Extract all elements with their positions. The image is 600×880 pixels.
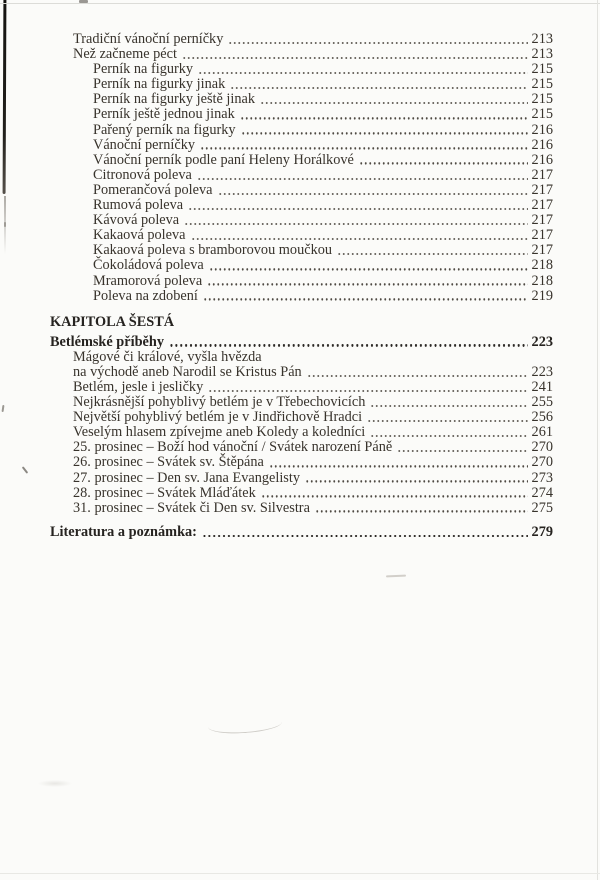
scan-margin-comma-mark xyxy=(22,466,29,474)
dotted-leader xyxy=(169,344,528,346)
toc-row xyxy=(50,258,553,273)
dotted-leader xyxy=(337,253,528,255)
toc-row xyxy=(50,471,553,486)
toc-entry-label: KAPITOLA ŠESTÁ xyxy=(50,313,175,330)
toc-page-number: 275 xyxy=(531,499,553,516)
toc-row xyxy=(50,77,553,92)
scan-edge-left-line xyxy=(3,0,7,194)
toc-row xyxy=(50,62,553,77)
toc-row xyxy=(50,153,553,168)
toc-entry-label: Rumová poleva xyxy=(93,197,184,214)
toc-row xyxy=(50,47,553,62)
toc-entry-label: 26. prosinec – Svátek sv. Štěpána xyxy=(73,454,264,471)
dotted-leader xyxy=(315,510,528,512)
toc-entry-label: Tradiční vánoční perníčky xyxy=(73,31,224,47)
toc-entry-label: Vánoční perník podle paní Heleny Horálkové xyxy=(93,151,354,168)
toc-page-number: 270 xyxy=(531,454,553,471)
dotted-leader xyxy=(307,375,528,377)
toc-entry-label: Perník na figurky ještě jinak xyxy=(93,91,255,108)
dotted-leader xyxy=(359,162,528,164)
toc-entry-label: 27. prosinec – Den sv. Jana Evangelisty xyxy=(73,469,300,486)
toc-page-number: 216 xyxy=(531,121,553,138)
dotted-leader xyxy=(397,450,527,452)
toc-entry-label: 31. prosinec – Svátek či Den sv. Silvestra xyxy=(73,499,310,516)
toc-row xyxy=(50,455,553,470)
toc-entry-label: Než začneme péct xyxy=(73,46,177,63)
toc-page-number: 223 xyxy=(531,363,553,380)
scan-bottom-smudge xyxy=(38,780,72,787)
toc-entry-label: Perník na figurky jinak xyxy=(93,76,226,93)
toc-page-number: 261 xyxy=(531,424,553,441)
scan-margin-tick-mark xyxy=(2,405,5,412)
toc-page-number: 217 xyxy=(531,181,553,198)
toc-entry-label: Poleva na zdobení xyxy=(93,287,198,304)
toc-row xyxy=(50,395,553,410)
dotted-leader xyxy=(191,238,528,240)
toc-entry-label: Perník na figurky xyxy=(93,61,194,78)
dotted-leader xyxy=(200,147,528,149)
toc-page-number: 215 xyxy=(531,76,553,93)
toc-entry-label: Největší pohyblivý betlém je v Jindřichově Hradci xyxy=(73,409,363,426)
dotted-leader xyxy=(305,480,528,482)
toc-section xyxy=(50,315,553,516)
toc-page-number: 217 xyxy=(531,227,553,244)
toc-page-number: 217 xyxy=(531,212,553,229)
toc-page-number: 218 xyxy=(531,272,553,289)
toc-row xyxy=(50,425,553,440)
toc-page-number: 213 xyxy=(531,46,553,63)
toc-entry-label: Betlém, jesle i jesličky xyxy=(73,378,204,395)
toc-page-number: 215 xyxy=(531,61,553,78)
toc-entry-label: 25. prosinec – Boží hod vánoční / Svátek narození Páně xyxy=(73,439,393,456)
toc-entry-label: Citronová poleva xyxy=(93,166,192,183)
dotted-leader xyxy=(230,87,527,89)
dotted-leader xyxy=(367,420,528,422)
toc-section xyxy=(50,32,553,304)
toc-page-number: 217 xyxy=(531,166,553,183)
dotted-leader xyxy=(240,117,528,119)
dotted-leader xyxy=(198,72,527,74)
toc-row xyxy=(50,350,553,365)
toc-row xyxy=(50,32,553,47)
toc-row xyxy=(50,315,553,335)
toc-row xyxy=(50,92,553,107)
toc-row xyxy=(50,486,553,501)
scan-edge-top-line xyxy=(0,3,600,4)
toc-page-number: 241 xyxy=(531,378,553,395)
toc-row xyxy=(50,335,553,350)
toc-page-number: 218 xyxy=(531,257,553,274)
toc-row xyxy=(50,123,553,138)
dotted-leader xyxy=(202,535,528,537)
dotted-leader xyxy=(184,223,527,225)
dotted-leader xyxy=(241,132,528,134)
toc-entry-label: Kakaová poleva s bramborovou moučkou xyxy=(93,242,333,259)
toc-entry-label: Vánoční perníčky xyxy=(93,136,196,153)
toc-page-number: 255 xyxy=(531,394,553,411)
toc-entry-label: Kakaová poleva xyxy=(93,227,186,244)
toc-row xyxy=(50,274,553,289)
dotted-leader xyxy=(370,405,527,407)
toc-row xyxy=(50,107,553,122)
toc-row xyxy=(50,168,553,183)
toc-row xyxy=(50,183,553,198)
toc-row xyxy=(50,525,553,540)
scan-top-tick-mark xyxy=(79,0,88,3)
dotted-leader xyxy=(182,57,528,59)
toc-page-number: 216 xyxy=(531,151,553,168)
toc-entry-label: Pařený perník na figurky xyxy=(93,121,236,138)
dotted-leader xyxy=(197,178,528,180)
toc-entry-label: Literatura a poznámka: xyxy=(50,523,197,540)
scan-edge-right-line xyxy=(597,0,598,880)
toc-page-number: 217 xyxy=(531,197,553,214)
toc-section xyxy=(50,525,553,540)
toc-entry-label: Pomerančová poleva xyxy=(93,181,213,198)
toc-row xyxy=(50,380,553,395)
dotted-leader xyxy=(260,102,528,104)
toc-page-number: 223 xyxy=(531,333,553,350)
toc-entry-label: Mramorová poleva xyxy=(93,272,203,289)
toc-page-number: 270 xyxy=(531,439,553,456)
toc-page-number: 219 xyxy=(531,287,553,304)
toc-page-number: 213 xyxy=(531,31,553,47)
toc-row xyxy=(50,410,553,425)
toc-entry-label: Čokoládová poleva xyxy=(93,257,204,274)
toc-entry-label: na východě aneb Narodil se Kristus Pán xyxy=(73,363,302,380)
scan-faint-dash-mark xyxy=(386,575,406,577)
toc-page-number: 279 xyxy=(531,523,553,540)
dotted-leader xyxy=(203,298,528,300)
toc-entry-label: Kávová poleva xyxy=(93,212,180,229)
toc-page-number: 256 xyxy=(531,409,553,426)
toc-row xyxy=(50,198,553,213)
scan-pencil-arc-smudge xyxy=(207,713,282,735)
toc-list xyxy=(50,32,553,540)
dotted-leader xyxy=(261,495,528,497)
toc-page-number: 215 xyxy=(531,106,553,123)
toc-entry-label: 28. prosinec – Svátek Mláďátek xyxy=(73,484,256,501)
scan-edge-bottom-line xyxy=(0,873,600,874)
toc-entry-label: Veselým hlasem zpívejme aneb Koledy a koledníci xyxy=(73,424,366,441)
scan-margin-speck xyxy=(4,222,6,227)
dotted-leader xyxy=(208,390,527,392)
toc-row xyxy=(50,365,553,380)
toc-page-number: 216 xyxy=(531,136,553,153)
toc-row xyxy=(50,228,553,243)
dotted-leader xyxy=(370,435,527,437)
toc-entry-label: Perník ještě jednou jinak xyxy=(93,106,235,123)
dotted-leader xyxy=(269,465,528,467)
toc-page-number: 215 xyxy=(531,91,553,108)
dotted-leader xyxy=(228,42,527,44)
toc-page-number: 273 xyxy=(531,469,553,486)
toc-row xyxy=(50,289,553,304)
dotted-leader xyxy=(207,283,527,285)
toc-page-number: 217 xyxy=(531,242,553,259)
toc-row xyxy=(50,501,553,516)
dotted-leader xyxy=(188,208,527,210)
toc-row xyxy=(50,213,553,228)
toc-entry-label: Mágové či králové, vyšla hvězda xyxy=(73,348,262,365)
dotted-leader xyxy=(218,193,528,195)
toc-page-number: 274 xyxy=(531,484,553,501)
dotted-leader xyxy=(209,268,528,270)
toc-entry-label: Nejkrásnější pohyblivý betlém je v Třebechovicích xyxy=(73,394,366,411)
toc-row xyxy=(50,138,553,153)
toc-entry-label: Betlémské příběhy xyxy=(50,333,164,350)
